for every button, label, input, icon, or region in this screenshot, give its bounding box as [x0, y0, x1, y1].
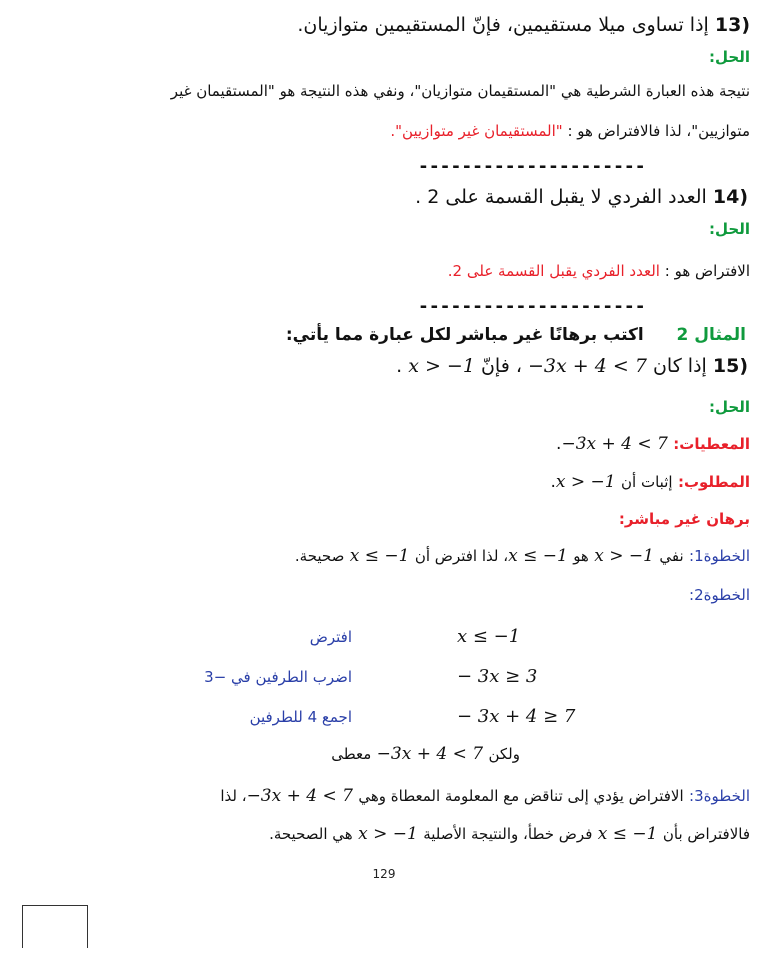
q13-solution-answer: "المستقيمان غير متوازيين". — [390, 122, 563, 140]
step1-math2: x ≤ −1 — [508, 546, 568, 566]
q14-statement — [8, 186, 748, 208]
step2-label: الخطوة2: — [689, 586, 750, 604]
q14-number: 14) — [712, 186, 748, 208]
q15-required: المطلوب: إثبات أن x > −1. — [550, 472, 750, 492]
step3-text3: فالافتراض بأن — [662, 825, 750, 843]
q14-solution-prefix: الافتراض هو : — [664, 262, 750, 280]
step1-text2: هو — [573, 547, 589, 565]
step3-label: الخطوة3: — [689, 787, 750, 805]
step1 — [8, 546, 750, 566]
q15-given: المعطيات: −3x + 4 < 7. — [556, 434, 750, 454]
q15-conclusion: x > −1 — [408, 355, 475, 377]
q15-condition: −3x + 4 < 7 — [528, 355, 647, 377]
step3-math2: x ≤ −1 — [597, 824, 658, 844]
example-heading — [8, 325, 746, 345]
required-value: x > −1 — [555, 472, 616, 492]
q15-statement: 15) إذا كان −3x + 4 < 7 ، فإنّ x > −1 . — [396, 355, 748, 377]
step1-text1: نفي — [659, 547, 684, 565]
step1-math3: x ≤ −1 — [349, 546, 410, 566]
indirect-proof-label: برهان غير مباشر: — [618, 510, 750, 528]
q14-solution-label: الحل: — [709, 220, 750, 238]
example-label: المثال 2 — [676, 325, 746, 345]
given-label: المعطيات: — [673, 435, 750, 453]
q15-number: 15) — [712, 355, 748, 377]
q13-statement — [8, 14, 750, 36]
but-suffix: معطى — [331, 745, 372, 763]
but-prefix: ولكن — [488, 745, 520, 763]
q13-number: 13) — [714, 14, 750, 36]
proof-row-3-math: − 3x + 4 ≥ 7 — [457, 706, 576, 727]
step3-text5: هي الصحيحة. — [269, 825, 353, 843]
q14-solution-answer: العدد الفردي يقبل القسمة على 2. — [447, 262, 660, 280]
proof-row-1-math: x ≤ −1 — [457, 626, 521, 647]
step1-math1: x > −1 — [594, 546, 654, 566]
required-text: إثبات أن — [621, 473, 673, 491]
example-instruction: اكتب برهانًا غير مباشر لكل عبارة مما يأتي: — [285, 325, 644, 345]
proof-row-2-reason: اضرب الطرفين في −3 — [204, 668, 352, 686]
q13-solution-label: الحل: — [709, 48, 750, 66]
q15-prefix: إذا كان — [652, 355, 707, 377]
step3-line1 — [8, 786, 750, 806]
separator-1: --------------------- — [418, 156, 646, 177]
step1-label: الخطوة1: — [689, 547, 750, 565]
proof-row-2-math: − 3x ≥ 3 — [457, 666, 538, 687]
q15-mid: ، فإنّ — [480, 355, 522, 377]
q14-solution — [8, 262, 750, 280]
q13-solution-line1: نتيجة هذه العبارة الشرطية هي "المستقيمان متوازيان"، ونفي هذه النتيجة هو "المستقيمان غير — [170, 82, 750, 100]
but-math: −3x + 4 < 7 — [376, 744, 484, 764]
step3-text1: الافتراض يؤدي إلى تناقض مع المعلومة المعطاة وهي — [358, 787, 684, 805]
step1-text3: ، لذا افترض أن — [414, 547, 509, 565]
step3-line2 — [8, 824, 750, 844]
q13-text: إذا تساوى ميلا مستقيمين، فإنّ المستقيمين متوازيان. — [297, 14, 709, 36]
step3-text2: ، لذا — [220, 787, 247, 805]
step3-math1: −3x + 4 < 7 — [246, 786, 353, 806]
q14-text: العدد الفردي لا يقبل القسمة على 2 . — [415, 186, 707, 208]
page-number: 129 — [372, 867, 396, 881]
separator-2: --------------------- — [418, 296, 646, 317]
q15-solution-label: الحل: — [709, 398, 750, 416]
q13-solution-prefix: متوازيين"، لذا فالافتراض هو : — [567, 122, 750, 140]
q13-solution-line2 — [8, 122, 750, 140]
proof-row-1-reason: افترض — [309, 628, 352, 646]
proof-but-row — [331, 744, 520, 764]
proof-row-3-reason: اجمع 4 للطرفين — [249, 708, 352, 726]
step1-text4: صحيحة. — [294, 547, 345, 565]
corner-box — [22, 905, 88, 948]
step3-math3: x > −1 — [358, 824, 418, 844]
given-value: −3x + 4 < 7 — [561, 434, 668, 454]
required-label: المطلوب: — [677, 473, 750, 491]
step3-text4: فرض خطأ، والنتيجة الأصلية — [423, 825, 593, 843]
